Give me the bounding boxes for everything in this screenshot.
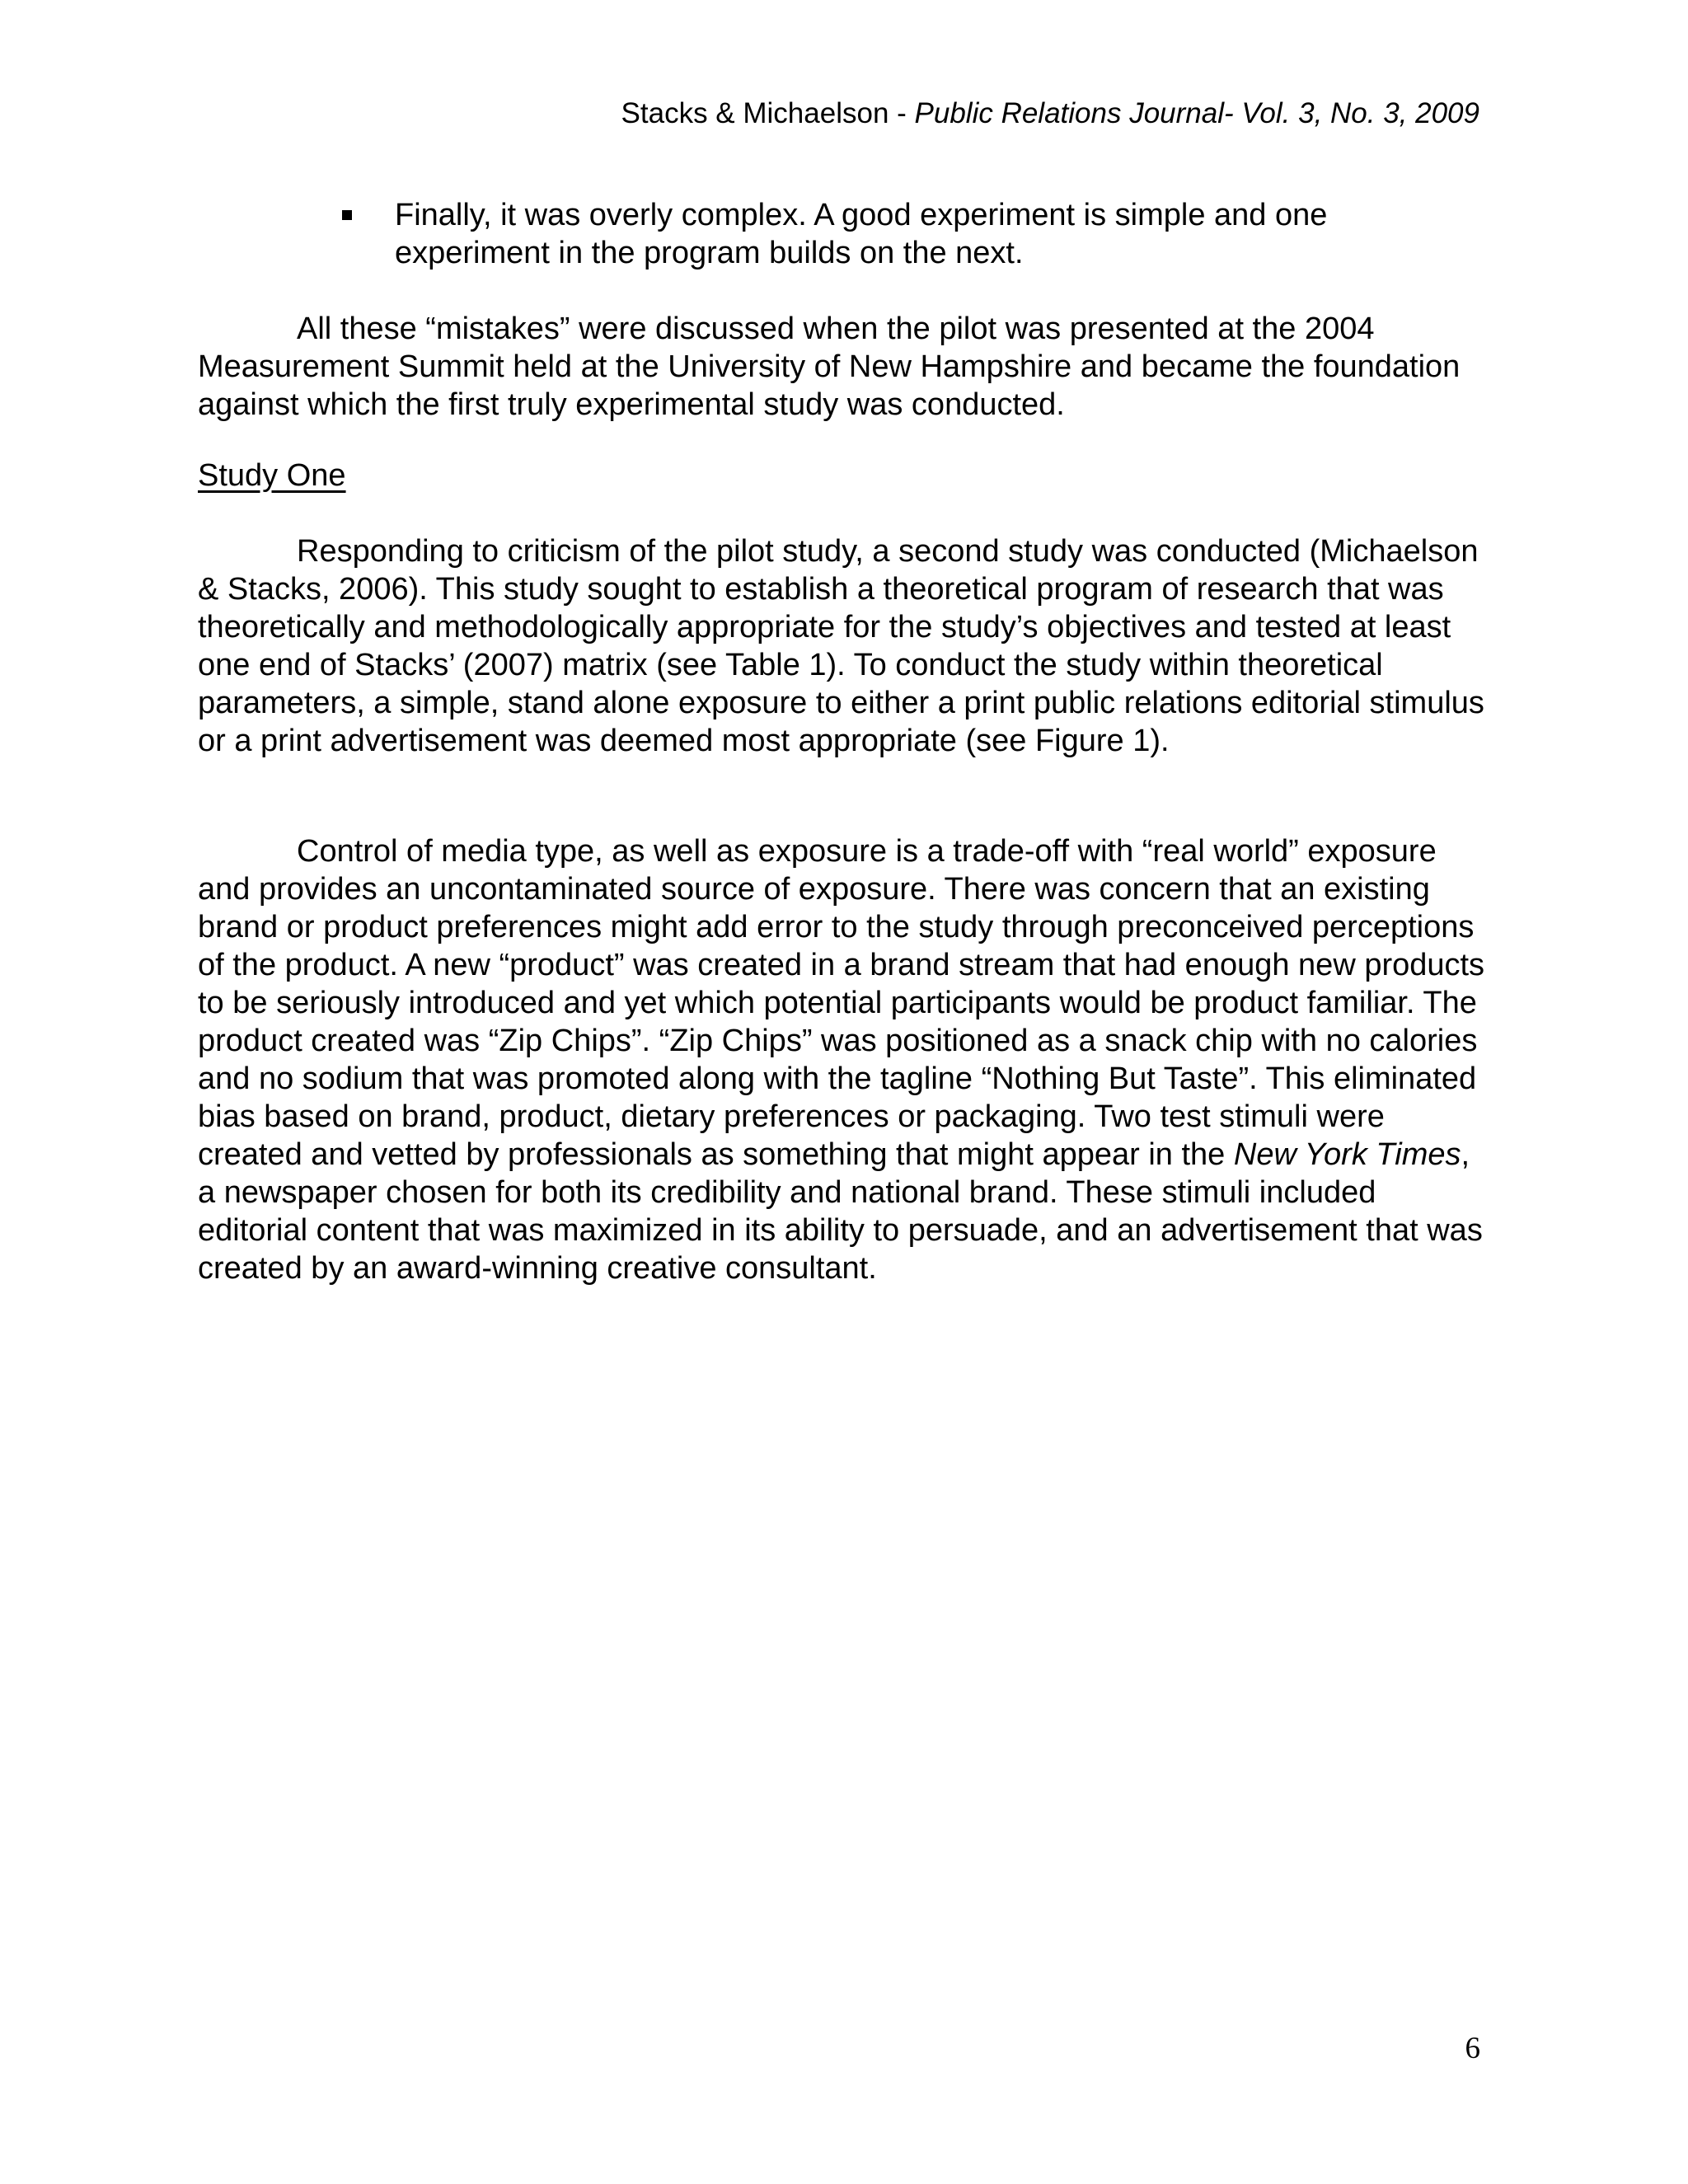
running-header — [621, 96, 1479, 132]
header-authors: Stacks & Michaelson - — [621, 97, 915, 129]
newspaper-title: New York Times — [1233, 1137, 1461, 1172]
paragraph-control-text-1: Control of media type, as well as exposure is a trade-off with “real world” exposure and provides an uncontaminated source of exposure. There was concern that an existing brand or product preferences might add error to the study through preconceived perceptions of the product. A new “product” was created in a brand stream that had enough new products to be seriously introduced and yet which potential participants would be product familiar. The product created was “Zip Chips”. “Zip Chips” was positioned as a snack chip with no calories and no sodium that was promoted along with the tagline “Nothing But Taste”. This eliminated bias based on brand, product, dietary preferences or packaging. Two test stimuli were created and vetted by professionals as something that might appear in the — [198, 834, 1485, 1172]
paragraph-mistakes: All these “mistakes” were discussed when the pilot was presented at the 2004 Measurement Summit held at the University of New Hampshire and became the foundation against which the first truly experimental study was conducted. — [198, 312, 1461, 422]
header-journal: Public Relations Journal- Vol. 3, No. 3, 2009 — [914, 97, 1479, 129]
paragraph-responding: Responding to criticism of the pilot study, a second study was conducted (Michaelson & Stacks, 2006). This study sought to establish a theoretical program of research that was theoretically and methodologically appropriate for the study’s objectives and tested at least one end of Stacks’ (2007) matrix (see Table 1). To conduct the study within theoretical parameters, a simple, stand alone exposure to either a print public relations editorial stimulus or a print advertisement was deemed most appropriate (see Figure 1). — [198, 534, 1484, 758]
bullet-text: Finally, it was overly complex. A good experiment is simple and one experiment in the program builds on the next. — [395, 198, 1328, 270]
paragraph-control — [198, 832, 1492, 1287]
page-number: 6 — [1465, 2032, 1480, 2065]
bullet-square-icon — [342, 210, 352, 220]
section-heading-study-one: Study One — [198, 458, 346, 493]
paragraph-control-text-2: , a newspaper chosen for both its credibility and national brand. These stimuli included editorial content that was maximized in its ability to persuade, and an advertisement that was created by an award-winning creative consultant. — [198, 1137, 1483, 1286]
